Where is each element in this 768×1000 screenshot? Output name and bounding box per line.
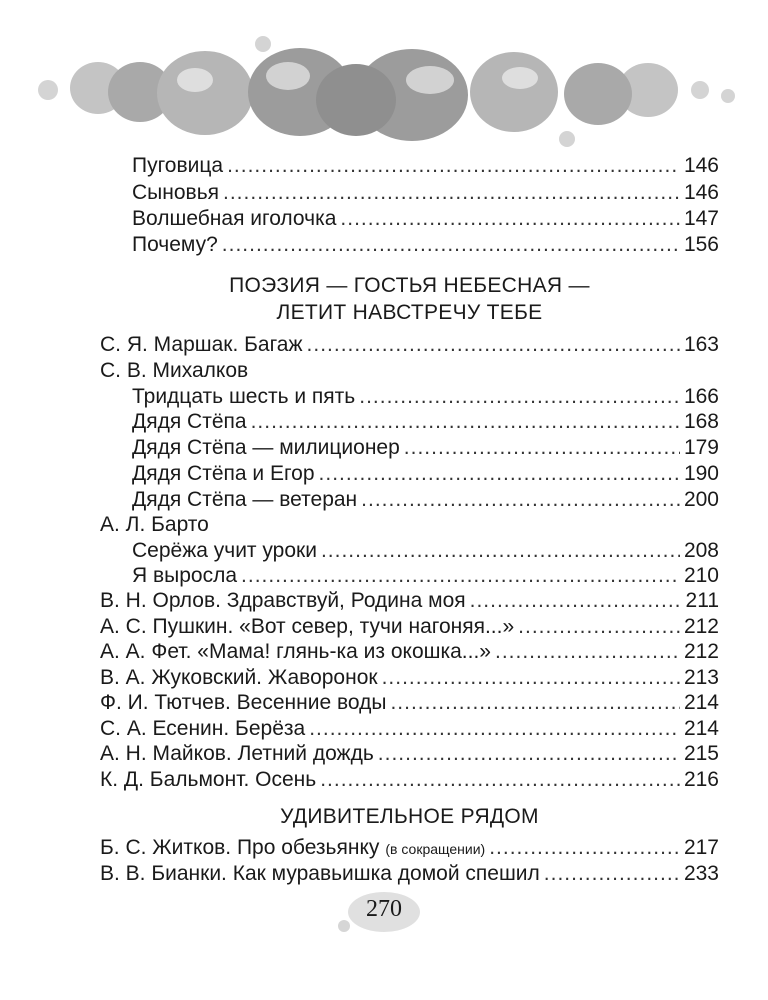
toc-entry[interactable] (100, 614, 719, 640)
toc-entry-page: 210 (683, 564, 719, 587)
toc-entry-title: Дядя Стёпа — милиционер (132, 436, 400, 459)
toc-entry[interactable] (100, 332, 719, 358)
toc-entry-page: 208 (683, 539, 719, 562)
toc-entry[interactable] (132, 384, 719, 410)
toc-author-name: А. Л. Барто (100, 513, 209, 536)
toc-entry-page: 211 (685, 589, 719, 612)
toc-entry-page: 213 (683, 666, 719, 689)
toc-entry-subtitle: (в сокращении) (385, 841, 486, 857)
toc-leader-dots (518, 614, 680, 640)
section-title-poetry-line1: ПОЭЗИЯ — ГОСТЬЯ НЕБЕСНАЯ — (229, 274, 590, 297)
toc-entry-title: А. С. Пушкин. «Вот север, тучи нагоняя...» (100, 615, 515, 638)
toc-entry-title: А. А. Фет. «Мама! глянь-ка из окошка...» (100, 640, 491, 663)
toc-entry-title: С. Я. Маршак. Багаж (100, 333, 303, 356)
toc-entry-title: Серёжа учит уроки (132, 539, 317, 562)
toc-entry-title: Дядя Стёпа (132, 410, 247, 433)
toc-entry-title: Б. С. Житков. Про обезьянку (100, 836, 380, 859)
toc-leader-dots (404, 435, 680, 461)
toc-entry-title: В. А. Жуковский. Жаворонок (100, 666, 378, 689)
toc-entry[interactable] (100, 835, 719, 861)
toc-leader-dots (390, 690, 680, 716)
toc-entry[interactable] (132, 538, 719, 564)
toc-entry-title: Почему? (132, 233, 218, 256)
toc-leader-dots (309, 716, 680, 742)
toc-entry-page: 190 (683, 462, 719, 485)
toc-entry-page: 146 (683, 154, 719, 177)
toc-entry-page: 146 (683, 181, 719, 204)
toc-leader-dots (241, 563, 680, 589)
toc-entry[interactable] (100, 639, 719, 665)
toc-entry-page: 212 (683, 640, 719, 663)
toc-entry[interactable] (100, 690, 719, 716)
toc-entry-title: Ф. И. Тютчев. Весенние воды (100, 691, 387, 714)
toc-leader-dots (319, 461, 680, 487)
toc-entry-title: К. Д. Бальмонт. Осень (100, 768, 317, 791)
toc-entry-title: Дядя Стёпа и Егор (132, 462, 315, 485)
toc-leader-dots (223, 180, 680, 206)
toc-entry-title: Сыновья (132, 181, 220, 204)
toc-entry-title: Пуговица (132, 154, 224, 177)
toc-leader-dots (307, 332, 680, 358)
toc-entry[interactable] (132, 487, 719, 513)
toc-entry[interactable] (132, 206, 719, 232)
toc-entry[interactable] (132, 153, 719, 179)
toc-leader-dots (340, 206, 680, 232)
toc-entry[interactable] (100, 767, 719, 793)
toc-leader-dots (495, 639, 680, 665)
toc-entry-page: 217 (683, 836, 719, 859)
toc-entry-page: 147 (683, 207, 719, 230)
toc-entry-page: 233 (683, 862, 719, 885)
toc-entry-title: Волшебная иголочка (132, 207, 337, 230)
toc-entry-title: Я выросла (132, 564, 238, 587)
toc-leader-dots (320, 767, 680, 793)
section-title-amazing: УДИВИТЕЛЬНОЕ РЯДОМ (280, 805, 539, 828)
toc-entry[interactable] (100, 741, 719, 767)
toc-entry[interactable] (132, 409, 719, 435)
toc-author-name: С. В. Михалков (100, 359, 249, 382)
toc-entry[interactable] (132, 435, 719, 461)
toc-entry-page: 214 (683, 717, 719, 740)
toc-entry[interactable] (100, 588, 719, 614)
toc-entry-title: В. Н. Орлов. Здравствуй, Родина моя (100, 589, 466, 612)
toc-leader-dots (361, 487, 680, 513)
toc-entry-title: Тридцать шесть и пять (132, 385, 356, 408)
toc-leader-dots (470, 588, 682, 614)
toc-leader-dots (544, 861, 680, 887)
toc-leader-dots (359, 384, 680, 410)
toc-author (100, 512, 719, 538)
toc-entry-page: 179 (683, 436, 719, 459)
toc-entry[interactable] (100, 665, 719, 691)
toc-author (100, 358, 719, 384)
toc-entry-title: Дядя Стёпа — ветеран (132, 488, 358, 511)
toc-entry-page: 166 (683, 385, 719, 408)
toc-leader-dots (251, 409, 680, 435)
toc-entry-title: В. В. Бианки. Как муравьишка домой спешил (100, 862, 540, 885)
section-title-poetry-line2: ЛЕТИТ НАВСТРЕЧУ ТЕБЕ (276, 301, 543, 324)
toc-entry[interactable] (132, 232, 719, 258)
toc-leader-dots (489, 835, 680, 861)
page-number-badge (334, 888, 434, 938)
toc-leader-dots (321, 538, 680, 564)
page-number: 270 (366, 896, 402, 922)
toc-entry[interactable] (132, 180, 719, 206)
toc-entry-page: 200 (683, 488, 719, 511)
toc-entry[interactable] (100, 861, 719, 887)
toc-leader-dots (378, 741, 680, 767)
toc-entry-title: С. А. Есенин. Берёза (100, 717, 306, 740)
toc-entry-page: 215 (683, 742, 719, 765)
toc-entry-title: А. Н. Майков. Летний дождь (100, 742, 374, 765)
toc-entry[interactable] (132, 461, 719, 487)
toc-entry-page: 214 (683, 691, 719, 714)
toc-leader-dots (382, 665, 680, 691)
toc-entry-page: 212 (683, 615, 719, 638)
toc-leader-dots (222, 232, 680, 258)
toc-entry[interactable] (100, 716, 719, 742)
toc-entry-page: 156 (683, 233, 719, 256)
toc-entry-page: 163 (683, 333, 719, 356)
toc-leader-dots (227, 153, 680, 179)
toc-entry[interactable] (132, 563, 719, 589)
toc-entry-page: 216 (683, 768, 719, 791)
toc-entry-page: 168 (683, 410, 719, 433)
